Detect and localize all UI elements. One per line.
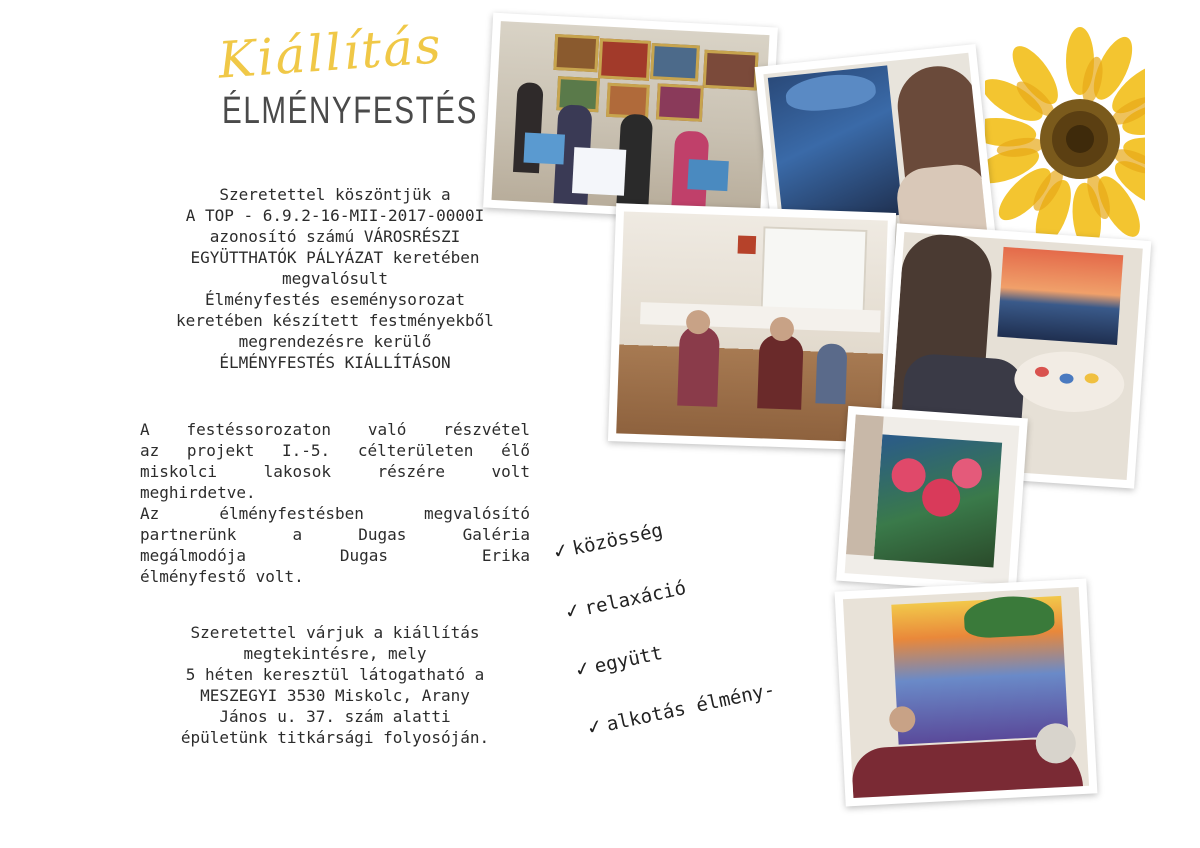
intro-line: megvalósult	[282, 269, 388, 288]
participation-line: partnerünk a Dugas Galéria	[140, 525, 530, 544]
checklist-item-kozosseg	[551, 517, 665, 564]
intro-line: keretében készített festményekből	[176, 311, 494, 330]
participation-line: miskolci lakosok részére volt	[140, 462, 530, 481]
closing-line: 5 héten keresztül látogatható a	[185, 665, 485, 684]
checklist-item-relaxacio	[563, 575, 688, 625]
participation-line: Az élményfestésben megvalósító	[140, 504, 530, 523]
intro-text	[140, 184, 530, 373]
participation-line: élményfestő volt.	[140, 567, 304, 586]
photo-roses-painting	[836, 406, 1028, 593]
photo-lavender-painting	[835, 579, 1098, 807]
checklist-label: közösség	[570, 519, 665, 560]
intro-line: megrendezésre kerülő	[238, 332, 432, 351]
intro-line: ÉLMÉNYFESTÉS KIÁLLÍTÁSON	[219, 353, 451, 372]
participation-line: A festéssorozaton való részvétel	[140, 420, 530, 439]
participation-text	[140, 419, 530, 587]
intro-line: Szeretettel köszöntjük a	[219, 185, 451, 204]
closing-line: épületünk titkársági folyosóján.	[180, 728, 490, 747]
title-sub: ÉLMÉNYFESTÉS	[222, 90, 478, 132]
checklist-item-egyutt	[573, 640, 664, 683]
intro-line: Élményfestés eseménysorozat	[204, 290, 466, 309]
photo-group-paintings	[483, 13, 778, 223]
title-script: Kiállítás	[216, 16, 445, 90]
closing-line: MESZEGYI 3530 Miskolc, Arany	[200, 686, 470, 705]
checkmark-icon: ✓	[563, 597, 582, 625]
participation-line: megálmodója Dugas Erika	[140, 546, 530, 565]
checklist-label: alkotás élmény-	[604, 678, 778, 736]
participation-line: meghirdetve.	[140, 483, 256, 502]
closing-line: Szeretettel várjuk a kiállítás	[190, 623, 480, 642]
checkmark-icon: ✓	[585, 713, 604, 741]
checklist-label: együtt	[592, 641, 665, 678]
participation-line: az projekt I.-5. célterületen élő	[140, 441, 530, 460]
intro-line: azonosító számú VÁROSRÉSZI	[209, 227, 461, 246]
closing-line: megtekintésre, mely	[243, 644, 427, 663]
closing-text	[140, 622, 530, 748]
closing-line: János u. 37. szám alatti	[219, 707, 451, 726]
checkmark-icon: ✓	[551, 537, 570, 565]
checklist-label: relaxáció	[582, 576, 688, 620]
checklist-item-alkotas	[585, 677, 777, 741]
intro-line: EGYÜTTHATÓK PÁLYÁZAT keretében	[190, 248, 480, 267]
intro-line: A TOP - 6.9.2-16-MII-2017-0000I	[185, 206, 485, 225]
sunflower-image	[985, 24, 1145, 254]
checkmark-icon: ✓	[573, 655, 592, 683]
